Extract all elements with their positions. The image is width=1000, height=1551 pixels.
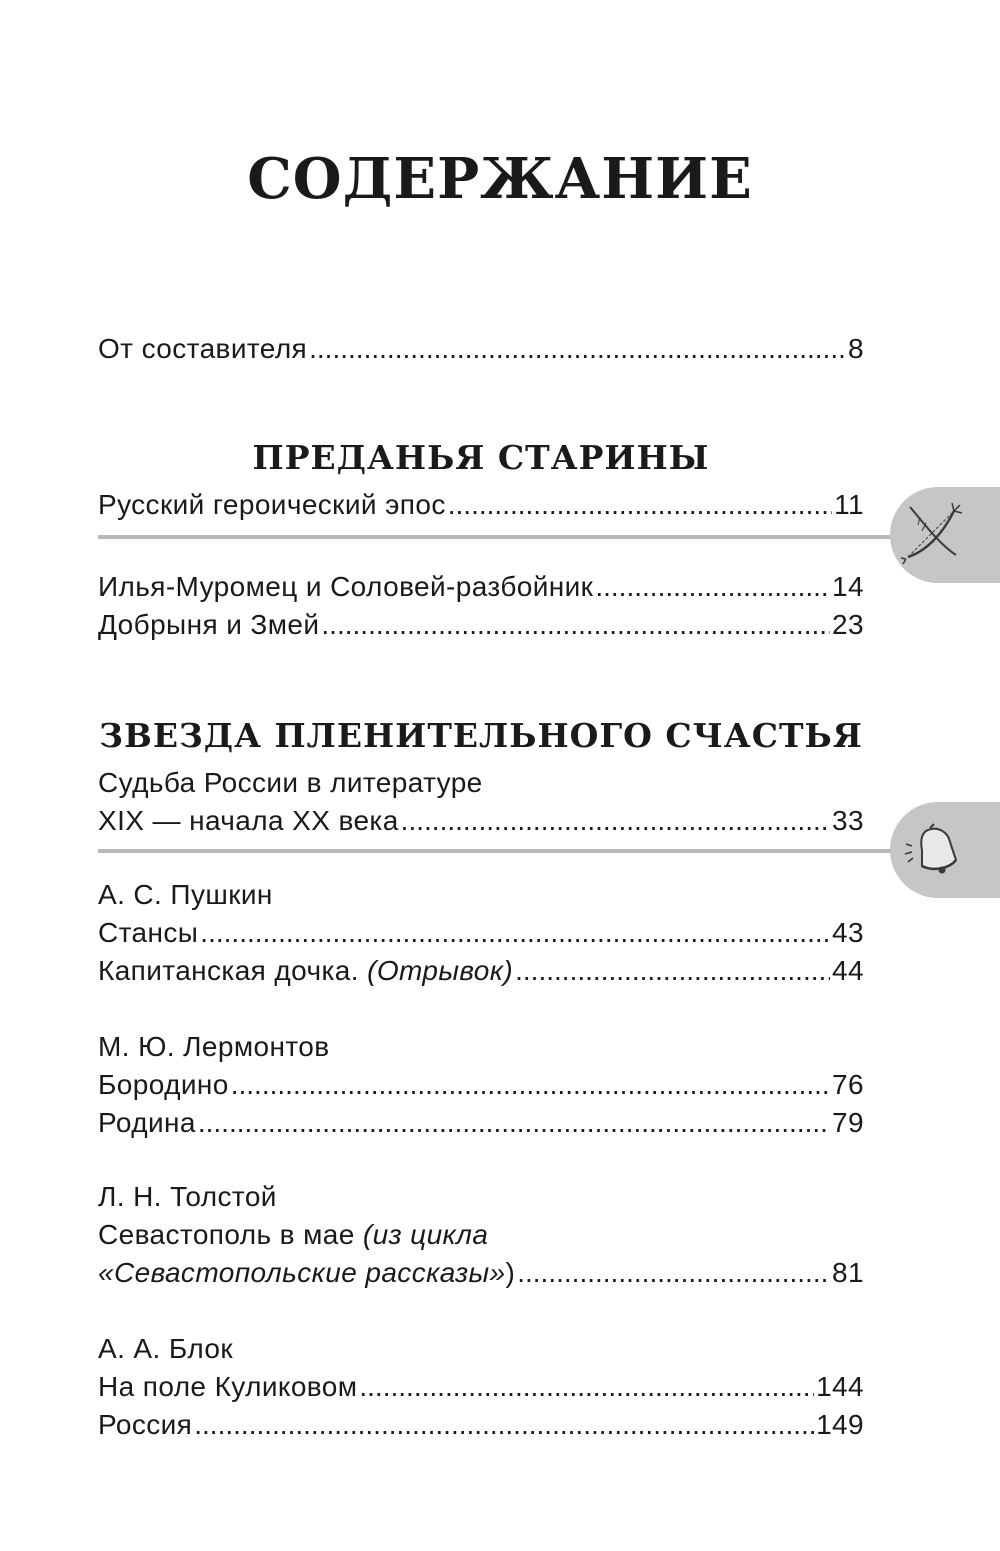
dot-leader [401,802,830,840]
dot-leader [231,1066,830,1104]
bow-and-arrow-icon [900,501,972,569]
entry-page: 23 [832,609,864,640]
entry-note-cycle: «Севастопольские рассказы» [98,1257,506,1288]
dot-leader [321,606,830,644]
author-name: М. Ю. Лермонтов [98,1031,330,1062]
toc-entry[interactable] [98,1368,864,1406]
entry-title: От составителя [98,333,308,364]
entry-title: Русский героический эпос [98,489,446,520]
entry-title [98,952,513,990]
toc-entry[interactable] [98,1066,864,1104]
page-title: СОДЕРЖАНИЕ [247,146,753,212]
entry-title: Стансы [98,917,199,948]
entry-page: 11 [834,489,864,520]
entry-note-close: ) [505,1257,516,1288]
dot-leader [309,330,846,368]
entry-note: (Отрывок) [367,955,514,986]
toc-entry[interactable] [98,952,864,990]
section-heading-1: ПРЕДАНЬЯ СТАРИНЫ [252,438,710,477]
section-divider-2 [98,849,898,853]
bell-icon [900,816,972,884]
dot-leader [198,1104,830,1142]
entry-note: (из цикла [362,1219,489,1250]
section-divider-1 [98,535,898,539]
dot-leader [359,1368,814,1406]
toc-entry[interactable] [98,1254,864,1292]
dot-leader [448,486,832,524]
section-tab-1 [890,487,1000,583]
entry-title: Добрыня и Змей [98,609,320,640]
entry-title: XIX — начала XX века [98,805,399,836]
author-name: А. С. Пушкин [98,879,273,910]
entry-page: 79 [832,1107,864,1138]
entry-title [98,1254,515,1292]
toc-entry[interactable] [98,568,864,606]
author-name: Л. Н. Толстой [98,1181,277,1212]
entry-page: 8 [848,333,864,364]
toc-entry-section2-overview[interactable] [98,802,864,840]
section-heading-2: ЗВЕЗДА ПЛЕНИТЕЛЬНОГО СЧАСТЬЯ [99,716,863,755]
entry-page: 144 [816,1371,864,1402]
toc-entry[interactable] [98,1104,864,1142]
entry-page: 44 [832,955,864,986]
entry-title-text: Севастополь в мае [98,1219,355,1250]
entry-page: 81 [832,1257,864,1288]
entry-title-text: Капитанская дочка. [98,955,359,986]
entry-page: 76 [832,1069,864,1100]
section2-overview-line1: Судьба России в литературе [98,767,483,798]
entry-page: 149 [816,1409,864,1440]
dot-leader [595,568,830,606]
toc-entry-intro[interactable] [98,330,864,368]
entry-title: Бородино [98,1069,229,1100]
dot-leader [200,914,830,952]
entry-title: Родина [98,1107,196,1138]
author-name: А. А. Блок [98,1333,234,1364]
toc-entry[interactable] [98,914,864,952]
toc-entry-section1-overview[interactable] [98,486,864,524]
entry-title: Илья-Муромец и Соловей-разбойник [98,571,594,602]
entry-page: 14 [832,571,864,602]
toc-entry[interactable] [98,606,864,644]
dot-leader [194,1406,814,1444]
toc-entry[interactable] [98,1406,864,1444]
dot-leader [515,952,830,990]
entry-page: 43 [832,917,864,948]
entry-page: 33 [832,805,864,836]
section-tab-2 [890,802,1000,898]
toc-entry-title-line1 [98,1216,864,1254]
entry-title: Россия [98,1409,193,1440]
entry-title: На поле Куликовом [98,1371,358,1402]
dot-leader [517,1254,830,1292]
